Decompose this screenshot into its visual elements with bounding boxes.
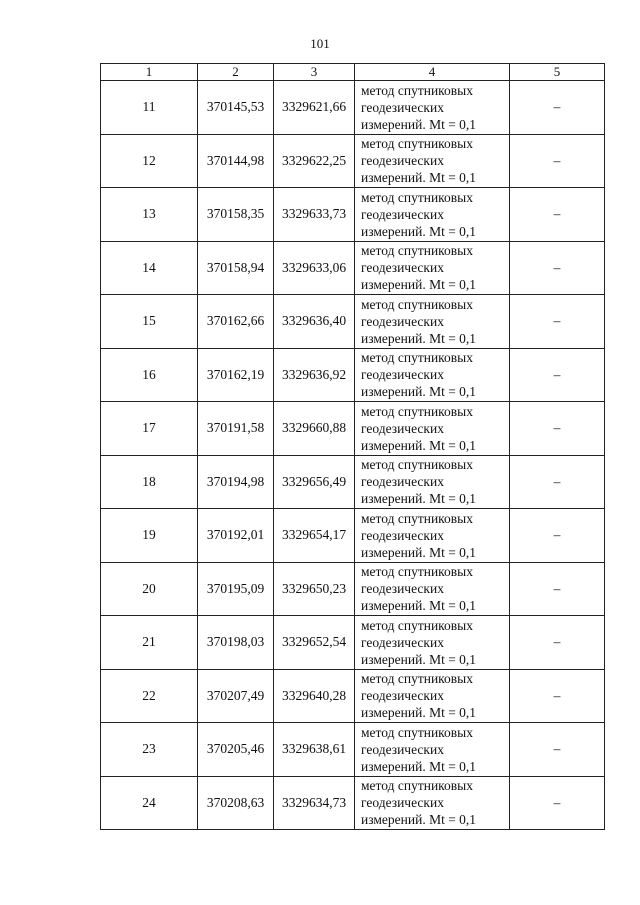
note-cell: – (510, 616, 605, 670)
method-line: геодезических (361, 153, 444, 169)
method-cell (355, 509, 510, 563)
method-cell (355, 295, 510, 349)
method-line: измерений. Mt = 0,1 (361, 598, 477, 614)
method-line: измерений. Mt = 0,1 (361, 330, 477, 346)
method-line: метод спутниковых (361, 403, 473, 419)
method-line: геодезических (361, 634, 444, 650)
method-line: измерений. Mt = 0,1 (361, 491, 477, 507)
table-row (101, 188, 605, 242)
x-coordinate-cell: 370194,98 (198, 455, 274, 509)
note-cell: – (510, 295, 605, 349)
y-coordinate-cell: 3329633,06 (274, 241, 355, 295)
table-row (101, 669, 605, 723)
method-line: измерений. Mt = 0,1 (361, 651, 477, 667)
method-cell (355, 188, 510, 242)
point-number-cell: 12 (101, 134, 198, 188)
point-number-cell: 23 (101, 723, 198, 777)
x-coordinate-cell: 370207,49 (198, 669, 274, 723)
note-cell: – (510, 509, 605, 563)
header-cell-5: 5 (510, 64, 605, 81)
method-line: геодезических (361, 741, 444, 757)
point-number-cell: 11 (101, 81, 198, 135)
y-coordinate-cell: 3329636,40 (274, 295, 355, 349)
table-row (101, 402, 605, 456)
table-row (101, 134, 605, 188)
method-line: метод спутниковых (361, 350, 473, 366)
method-line: геодезических (361, 581, 444, 597)
method-line: метод спутниковых (361, 510, 473, 526)
note-cell: – (510, 455, 605, 509)
header-cell-2: 2 (198, 64, 274, 81)
table-row (101, 81, 605, 135)
method-line: геодезических (361, 474, 444, 490)
y-coordinate-cell: 3329660,88 (274, 402, 355, 456)
method-line: геодезических (361, 795, 444, 811)
method-cell (355, 616, 510, 670)
coordinates-table (100, 63, 605, 830)
method-line: геодезических (361, 688, 444, 704)
page-number: 101 (310, 36, 330, 51)
table-body (101, 64, 605, 830)
note-cell: – (510, 81, 605, 135)
point-number-cell: 24 (101, 776, 198, 830)
method-line: геодезических (361, 206, 444, 222)
method-line: измерений. Mt = 0,1 (361, 384, 477, 400)
method-line: метод спутниковых (361, 136, 473, 152)
point-number-cell: 19 (101, 509, 198, 563)
method-line: геодезических (361, 527, 444, 543)
method-line: измерений. Mt = 0,1 (361, 705, 477, 721)
y-coordinate-cell: 3329621,66 (274, 81, 355, 135)
header-cell-4: 4 (355, 64, 510, 81)
x-coordinate-cell: 370198,03 (198, 616, 274, 670)
method-line: метод спутниковых (361, 296, 473, 312)
table-row (101, 241, 605, 295)
method-line: геодезических (361, 367, 444, 383)
x-coordinate-cell: 370191,58 (198, 402, 274, 456)
method-cell (355, 241, 510, 295)
point-number-cell: 21 (101, 616, 198, 670)
method-line: метод спутниковых (361, 564, 473, 580)
method-line: метод спутниковых (361, 82, 473, 98)
note-cell: – (510, 776, 605, 830)
point-number-cell: 14 (101, 241, 198, 295)
note-cell: – (510, 723, 605, 777)
header-row (101, 64, 605, 81)
method-cell (355, 562, 510, 616)
y-coordinate-cell: 3329656,49 (274, 455, 355, 509)
x-coordinate-cell: 370205,46 (198, 723, 274, 777)
point-number-cell: 15 (101, 295, 198, 349)
method-cell (355, 348, 510, 402)
method-line: метод спутниковых (361, 457, 473, 473)
note-cell: – (510, 188, 605, 242)
table-row (101, 562, 605, 616)
method-line: измерений. Mt = 0,1 (361, 116, 477, 132)
method-line: измерений. Mt = 0,1 (361, 544, 477, 560)
note-cell: – (510, 669, 605, 723)
y-coordinate-cell: 3329650,23 (274, 562, 355, 616)
point-number-cell: 18 (101, 455, 198, 509)
point-number-cell: 22 (101, 669, 198, 723)
method-cell (355, 81, 510, 135)
note-cell: – (510, 134, 605, 188)
x-coordinate-cell: 370162,66 (198, 295, 274, 349)
method-line: геодезических (361, 313, 444, 329)
note-cell: – (510, 241, 605, 295)
method-line: измерений. Mt = 0,1 (361, 170, 477, 186)
point-number-cell: 13 (101, 188, 198, 242)
x-coordinate-cell: 370192,01 (198, 509, 274, 563)
table-row (101, 723, 605, 777)
y-coordinate-cell: 3329654,17 (274, 509, 355, 563)
y-coordinate-cell: 3329636,92 (274, 348, 355, 402)
method-cell (355, 455, 510, 509)
table-row (101, 776, 605, 830)
x-coordinate-cell: 370144,98 (198, 134, 274, 188)
y-coordinate-cell: 3329652,54 (274, 616, 355, 670)
table-row (101, 616, 605, 670)
method-line: геодезических (361, 99, 444, 115)
note-cell: – (510, 562, 605, 616)
x-coordinate-cell: 370195,09 (198, 562, 274, 616)
method-line: метод спутниковых (361, 617, 473, 633)
method-line: метод спутниковых (361, 778, 473, 794)
method-cell (355, 776, 510, 830)
method-line: метод спутниковых (361, 243, 473, 259)
method-cell (355, 723, 510, 777)
method-line: измерений. Mt = 0,1 (361, 812, 477, 828)
x-coordinate-cell: 370162,19 (198, 348, 274, 402)
method-line: измерений. Mt = 0,1 (361, 223, 477, 239)
y-coordinate-cell: 3329638,61 (274, 723, 355, 777)
method-cell (355, 669, 510, 723)
method-line: метод спутниковых (361, 724, 473, 740)
point-number-cell: 17 (101, 402, 198, 456)
table-row (101, 348, 605, 402)
y-coordinate-cell: 3329622,25 (274, 134, 355, 188)
x-coordinate-cell: 370158,35 (198, 188, 274, 242)
method-line: метод спутниковых (361, 671, 473, 687)
method-line: геодезических (361, 260, 444, 276)
header-cell-3: 3 (274, 64, 355, 81)
method-line: измерений. Mt = 0,1 (361, 758, 477, 774)
method-line: метод спутниковых (361, 189, 473, 205)
y-coordinate-cell: 3329640,28 (274, 669, 355, 723)
point-number-cell: 16 (101, 348, 198, 402)
note-cell: – (510, 348, 605, 402)
method-cell (355, 402, 510, 456)
note-cell: – (510, 402, 605, 456)
method-line: геодезических (361, 420, 444, 436)
method-line: измерений. Mt = 0,1 (361, 437, 477, 453)
x-coordinate-cell: 370158,94 (198, 241, 274, 295)
header-cell-1: 1 (101, 64, 198, 81)
method-cell (355, 134, 510, 188)
table-row (101, 455, 605, 509)
table-row (101, 295, 605, 349)
x-coordinate-cell: 370145,53 (198, 81, 274, 135)
y-coordinate-cell: 3329634,73 (274, 776, 355, 830)
y-coordinate-cell: 3329633,73 (274, 188, 355, 242)
point-number-cell: 20 (101, 562, 198, 616)
x-coordinate-cell: 370208,63 (198, 776, 274, 830)
method-line: измерений. Mt = 0,1 (361, 277, 477, 293)
table-row (101, 509, 605, 563)
